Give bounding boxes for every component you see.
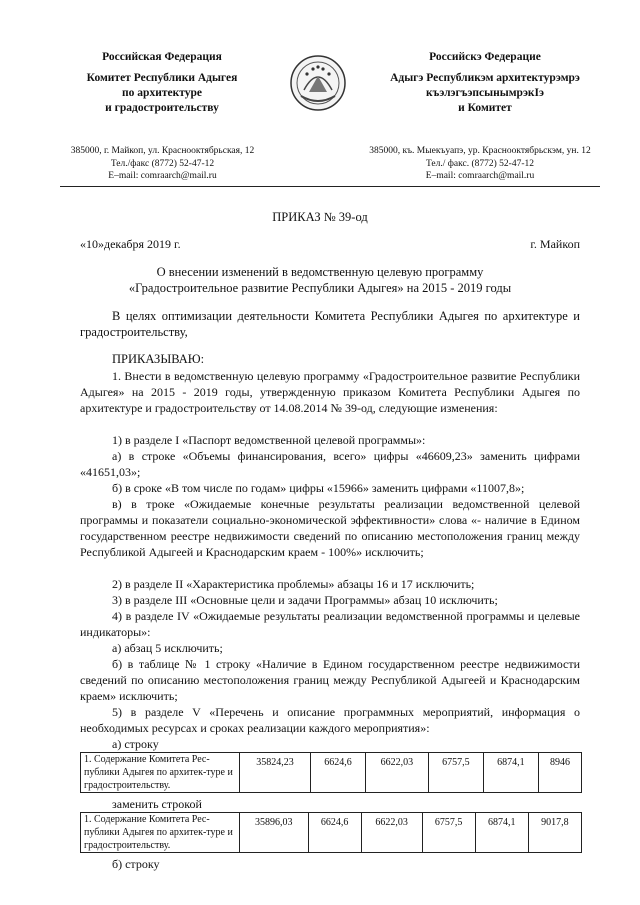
order-subject [0,264,640,296]
table-row [81,813,582,853]
paragraph-12: а) строку [112,737,159,751]
table-cell-value: 6874,1 [483,753,538,793]
table-cell-value: 6757,5 [422,813,475,853]
order-title: ПРИКАЗ № 39-од [272,210,368,224]
paragraph-7: 3) в разделе III «Основные цели и задачи Программы» абзац 10 исключить; [112,593,498,607]
paragraph-5: в) в троке «Ожидаемые конечные результаты реализации ведомственной целевой программы и показатели социально-экономической эффективности» слова «- наличие в Едином государственном реестре недвижимости сведений по описанию местоположения границ между Республикой Адыгеей и Краснодарским краем - 100%» исключить; [80,497,580,559]
header-left [62,50,262,116]
table-cell-value: 6622,03 [361,813,422,853]
paragraph-8: 4) в разделе IV «Ожидаемые результаты реализации ведомственной программы и целевые индикаторы»: [80,609,580,639]
header-right-contacts [350,145,610,183]
header-left-org-line1: Комитет Республики Адыгея [86,72,238,84]
header-left-address: 385000, г. Майкоп, ул. Краснооктябрьская, 12 [70,146,255,156]
order-subject-line2: «Градостроительное развитие Республики Адыгея» на 2015 - 2019 годы [128,281,512,295]
table-cell-value: 9017,8 [528,813,581,853]
paragraph-9: а) абзац 5 исключить; [112,641,223,655]
paragraph-6: 2) в разделе II «Характеристика проблемы» абзацы 16 и 17 исключить; [112,577,475,591]
header-divider [60,186,600,187]
paragraph-2: 1) в разделе I «Паспорт ведомственной целевой программы»: [112,433,426,447]
paragraph-1: 1. Внести в ведомственную целевую программу «Градостроительное развитие Республики Адыгея» на 2015 - 2019 годы, утвержденную приказом Комитета Республики Адыгея по архитектуре и градостроительству от 14.08.2014 № 39-од, следующие изменения: [80,369,580,415]
paragraph-4: б) в сроке «В том числе по годам» цифры «15966» заменить цифрами «11007,8»; [112,481,525,495]
header-right-address: 385000, къ. Мыекъуапэ, ур. Краснооктябрьскэм, ун. 12 [369,146,591,156]
header-left-country: Российская Федерация [102,51,222,63]
table-cell-name: 1. Содержание Комитета Рес-публики Адыгея по архитек-туре и градостроительству. [81,813,240,853]
table-cell-name: 1. Содержание Комитета Рес-публики Адыгея по архитек-туре и градостроительству. [81,753,240,793]
paragraph-3: а) в строке «Объемы финансирования, всего» цифры «46609,23» заменить цифрами «41651,03»; [80,449,580,479]
table-cell-value: 6624,6 [310,753,365,793]
table-cell-value: 6874,1 [475,813,528,853]
order-date: «10»декабря 2019 г. [80,237,181,251]
table-cell-value: 35896,03 [240,813,309,853]
paragraph-10: б) в таблице № 1 строку «Наличие в Едином государственном реестре недвижимости сведений по описанию местоположения границ между Республикой Адыгеей и Краснодарским краем» исключить; [80,657,580,703]
header-left-org-line3: и градостроительству [105,102,219,114]
paragraph-11: 5) в разделе V «Перечень и описание программных мероприятий, информация о необходимых ресурсах и сроках реализации каждого мероприятия»: [80,705,580,735]
header-right [375,50,595,116]
table-new-row [80,812,582,853]
header-right-org-line1: Адыгэ Республикэм архитектурэмрэ [390,72,580,84]
table-cell-value: 6624,6 [308,813,361,853]
table-row [81,753,582,793]
table-cell-value: 6757,5 [428,753,483,793]
order-subject-line1: О внесении изменений в ведомственную целевую программу [156,265,484,279]
header-left-contacts [50,145,275,183]
order-word: ПРИКАЗЫВАЮ: [112,352,205,366]
paragraph-13: заменить строкой [112,797,202,811]
table-cell-value: 6622,03 [365,753,428,793]
header-right-email: E–mail: comraarch@mail.ru [425,171,535,181]
header-right-org-line3: и Комитет [458,102,512,114]
header-right-org-line2: къэлэгъэпсынымрэкIэ [426,87,544,99]
coat-of-arms-emblem [289,54,347,112]
header-left-phone: Тел./факс (8772) 52-47-12 [110,158,215,169]
table-cell-value: 35824,23 [240,753,311,793]
paragraph-14: б) строку [112,857,160,871]
table-cell-value: 8946 [538,753,581,793]
intro-paragraph: В целях оптимизации деятельности Комитета Республики Адыгея по архитектуре и градостроительству, [80,309,580,339]
header-left-email: E–mail: comraarch@mail.ru [108,171,217,181]
order-city: г. Майкоп [530,237,580,251]
header-right-phone: Тел./ факс. (8772) 52-47-12 [425,158,535,169]
table-old-row [80,752,582,793]
header-right-country: Российскэ Федерацие [429,51,541,63]
header-left-org-line2: по архитектуре [122,87,202,99]
